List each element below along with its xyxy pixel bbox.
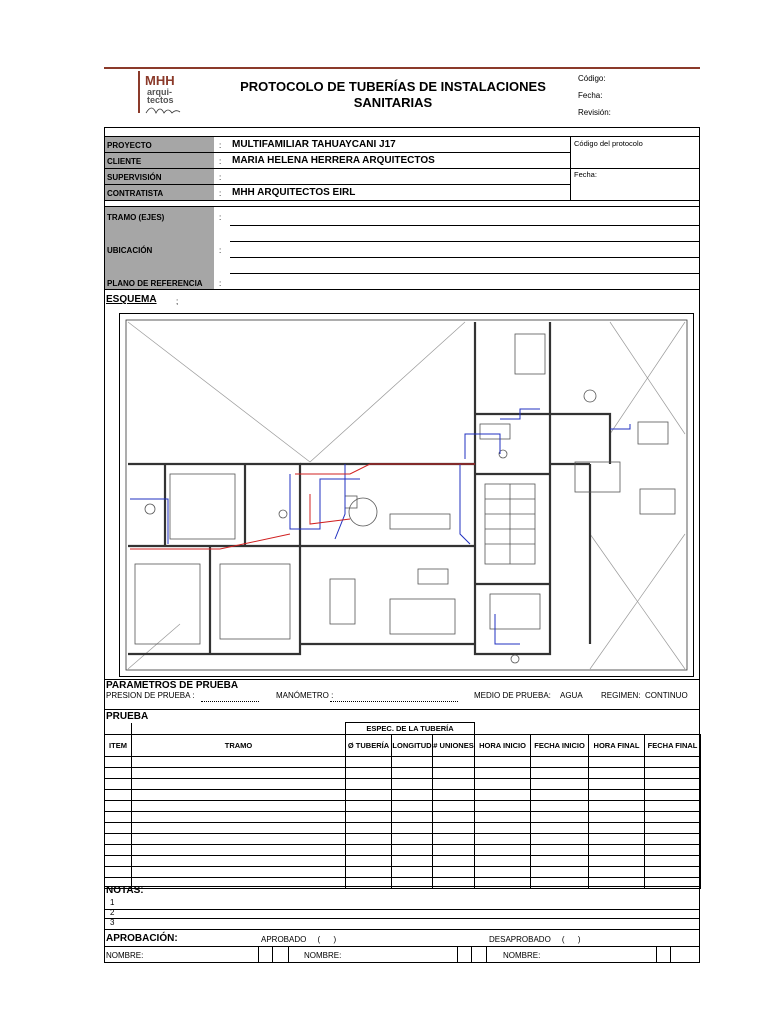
parametros-bottom: [104, 709, 700, 710]
cell-fecha-final[interactable]: [645, 779, 701, 790]
col-hora-final: HORA FINAL: [589, 735, 645, 757]
cell-fecha-final[interactable]: [645, 812, 701, 823]
frame-top: [104, 127, 700, 128]
cell-fecha-inicio[interactable]: [531, 779, 589, 790]
table-row: [105, 757, 701, 768]
medio-label: MEDIO DE PRUEBA:: [474, 691, 551, 700]
cell-hora-inicio[interactable]: [475, 779, 531, 790]
col-diametro: Ø TUBERÍA: [346, 735, 392, 757]
cell-longitud[interactable]: [392, 823, 433, 834]
cell-tramo[interactable]: [132, 845, 346, 856]
cell-hora-inicio[interactable]: [475, 834, 531, 845]
cliente-label: CLIENTE: [107, 157, 142, 166]
sig-divider-3a: [471, 946, 472, 962]
sig-divider-1b: [272, 946, 273, 962]
contratista-value: MHH ARQUITECTOS EIRL: [232, 187, 356, 198]
cell-fecha-inicio[interactable]: [531, 856, 589, 867]
cell-fecha-inicio[interactable]: [531, 790, 589, 801]
table-row: [105, 845, 701, 856]
header-top-rule: [104, 67, 700, 69]
nota-1: 1: [110, 898, 115, 907]
cell-item[interactable]: [105, 812, 132, 823]
cell-tramo[interactable]: [132, 779, 346, 790]
colon-supervision: :: [219, 173, 222, 182]
nota-line-1: [104, 909, 700, 910]
cell-fecha-final[interactable]: [645, 757, 701, 768]
aprobacion-title: APROBACIÓN:: [106, 933, 178, 944]
company-logo: [134, 71, 190, 117]
ubicacion-line-1: [230, 257, 699, 258]
cell-hora-final[interactable]: [589, 834, 645, 845]
colon-proyecto: :: [219, 141, 222, 150]
proyecto-value: MULTIFAMILIAR TAHUAYCANI J17: [232, 139, 396, 150]
cell-fecha-inicio[interactable]: [531, 801, 589, 812]
cell-diametro[interactable]: [346, 834, 392, 845]
nota-3: 3: [110, 918, 115, 927]
table-row: [105, 812, 701, 823]
nota-line-3: [104, 929, 700, 930]
cell-uniones[interactable]: [433, 790, 475, 801]
cell-tramo[interactable]: [132, 790, 346, 801]
cell-longitud[interactable]: [392, 790, 433, 801]
contratista-label: CONTRATISTA: [107, 189, 164, 198]
svg-text:tectos: tectos: [147, 95, 174, 105]
logo-bar: [138, 71, 140, 113]
cell-tramo[interactable]: [132, 823, 346, 834]
sig-divider-4b: [670, 946, 671, 962]
table-row: [105, 801, 701, 812]
notas-top: [104, 886, 700, 887]
cell-fecha-inicio[interactable]: [531, 757, 589, 768]
col-fecha-final: FECHA FINAL: [645, 735, 701, 757]
table-row: [105, 867, 701, 878]
revision-label: Revisión:: [578, 108, 611, 117]
cell-hora-final[interactable]: [589, 823, 645, 834]
spec-header: ESPEC. DE LA TUBERÍA: [346, 723, 475, 735]
cell-longitud[interactable]: [392, 801, 433, 812]
cell-hora-final[interactable]: [589, 867, 645, 878]
cell-diametro[interactable]: [346, 867, 392, 878]
cell-hora-inicio[interactable]: [475, 845, 531, 856]
aprobado-option[interactable]: APROBADO ( ): [261, 935, 337, 944]
ubicacion-line-2: [230, 273, 699, 274]
cell-hora-inicio[interactable]: [475, 867, 531, 878]
colon-plano: :: [219, 279, 222, 288]
cell-item[interactable]: [105, 823, 132, 834]
cell-uniones[interactable]: [433, 823, 475, 834]
cell-hora-inicio[interactable]: [475, 790, 531, 801]
colon-tramo: :: [219, 213, 222, 222]
cell-item[interactable]: [105, 845, 132, 856]
plano-label: PLANO DE REFERENCIA: [107, 279, 203, 288]
cell-item[interactable]: [105, 801, 132, 812]
cell-diametro[interactable]: [346, 779, 392, 790]
blank-top: [132, 723, 346, 735]
table-row: [105, 856, 701, 867]
blank-top-right: [475, 723, 701, 735]
cell-fecha-inicio[interactable]: [531, 823, 589, 834]
table-row: [105, 768, 701, 779]
desaprobado-option[interactable]: DESAPROBADO ( ): [489, 935, 581, 944]
floor-plan-svg: [120, 314, 693, 676]
tramo-line-2: [230, 241, 699, 242]
cell-uniones[interactable]: [433, 867, 475, 878]
cell-diametro[interactable]: [346, 757, 392, 768]
cell-hora-final[interactable]: [589, 812, 645, 823]
nombre-3-label: NOMBRE:: [503, 951, 541, 960]
cell-tramo[interactable]: [132, 801, 346, 812]
info-divider: [570, 136, 571, 200]
cell-diametro[interactable]: [346, 845, 392, 856]
tramo-line-1: [230, 225, 699, 226]
cell-hora-inicio[interactable]: [475, 801, 531, 812]
table-row: [105, 790, 701, 801]
cell-item[interactable]: [105, 867, 132, 878]
colon-cliente: :: [219, 157, 222, 166]
regimen-value: CONTINUO: [645, 691, 688, 700]
cell-fecha-final[interactable]: [645, 801, 701, 812]
cell-longitud[interactable]: [392, 856, 433, 867]
info-line-1: [104, 152, 570, 153]
floor-plan-drawing: [119, 313, 694, 677]
cell-uniones[interactable]: [433, 779, 475, 790]
cell-longitud[interactable]: [392, 768, 433, 779]
cell-diametro[interactable]: [346, 768, 392, 779]
cell-fecha-final[interactable]: [645, 768, 701, 779]
parametros-title: PARAMETROS DE PRUEBA: [106, 680, 239, 691]
cell-hora-final[interactable]: [589, 845, 645, 856]
cell-item[interactable]: [105, 790, 132, 801]
cell-hora-final[interactable]: [589, 801, 645, 812]
cell-tramo[interactable]: [132, 856, 346, 867]
title-line-2: SANITARIAS: [353, 95, 433, 110]
notas-title: NOTAS:: [106, 885, 144, 896]
cell-tramo[interactable]: [132, 834, 346, 845]
cell-fecha-final[interactable]: [645, 867, 701, 878]
cell-item[interactable]: [105, 856, 132, 867]
table-row: [105, 834, 701, 845]
cell-diametro[interactable]: [346, 801, 392, 812]
cell-fecha-final[interactable]: [645, 823, 701, 834]
cell-longitud[interactable]: [392, 757, 433, 768]
col-item: ITEM: [105, 735, 132, 757]
tramo-label: TRAMO (EJES): [107, 213, 165, 222]
cell-item[interactable]: [105, 779, 132, 790]
esquema-colon: ;: [176, 297, 179, 306]
cell-tramo[interactable]: [132, 867, 346, 878]
info-line-4: [104, 200, 700, 201]
cell-diametro[interactable]: [346, 790, 392, 801]
cell-hora-final[interactable]: [589, 790, 645, 801]
cell-hora-final[interactable]: [589, 757, 645, 768]
prueba-title: PRUEBA: [106, 711, 149, 722]
col-fecha-inicio: FECHA INICIO: [531, 735, 589, 757]
manometro-label: MANÓMETRO :: [276, 691, 334, 700]
logo-mark: [142, 73, 190, 117]
title-line-1: PROTOCOLO DE TUBERÍAS DE INSTALACIONES: [240, 79, 546, 94]
cell-uniones[interactable]: [433, 768, 475, 779]
cell-fecha-final[interactable]: [645, 845, 701, 856]
cell-fecha-inicio[interactable]: [531, 867, 589, 878]
cell-longitud[interactable]: [392, 834, 433, 845]
info-fecha-label: Fecha:: [574, 170, 597, 179]
cell-diametro[interactable]: [346, 823, 392, 834]
presion-label: PRESION DE PRUEBA :: [106, 691, 195, 700]
cell-fecha-inicio[interactable]: [531, 812, 589, 823]
col-longitud: LONGITUD: [392, 735, 433, 757]
cell-uniones[interactable]: [433, 845, 475, 856]
document-title: [200, 79, 586, 111]
colon-ubicacion: :: [219, 246, 222, 255]
colon-contratista: :: [219, 189, 222, 198]
cell-item[interactable]: [105, 768, 132, 779]
info-line-2: [104, 168, 700, 169]
cell-hora-inicio[interactable]: [475, 757, 531, 768]
codigo-label: Código:: [578, 74, 606, 83]
cell-uniones[interactable]: [433, 801, 475, 812]
aprobacion-line: [104, 946, 700, 947]
cell-hora-final[interactable]: [589, 779, 645, 790]
col-hora-inicio: HORA INICIO: [475, 735, 531, 757]
sig-divider-2b: [457, 946, 458, 962]
cell-uniones[interactable]: [433, 856, 475, 867]
sig-divider-4a: [656, 946, 657, 962]
plano-line: [104, 289, 700, 290]
cell-item[interactable]: [105, 834, 132, 845]
cell-uniones[interactable]: [433, 757, 475, 768]
cell-hora-final[interactable]: [589, 856, 645, 867]
cell-longitud[interactable]: [392, 867, 433, 878]
cell-fecha-inicio[interactable]: [531, 768, 589, 779]
cliente-value: MARIA HELENA HERRERA ARQUITECTOS: [232, 155, 435, 166]
frame-bottom: [104, 962, 700, 963]
col-tramo: TRAMO: [132, 735, 346, 757]
table-row: [105, 823, 701, 834]
prueba-rows: [105, 757, 701, 889]
cell-tramo[interactable]: [132, 757, 346, 768]
prueba-table: [104, 722, 701, 889]
cell-longitud[interactable]: [392, 779, 433, 790]
cell-fecha-inicio[interactable]: [531, 845, 589, 856]
svg-text:arqui-: arqui-: [147, 87, 173, 97]
fecha-label: Fecha:: [578, 91, 603, 100]
cell-uniones[interactable]: [433, 812, 475, 823]
nota-2: 2: [110, 908, 115, 917]
ubicacion-label: UBICACIÓN: [107, 246, 153, 255]
blank-corner: [105, 723, 132, 735]
sig-divider-3b: [486, 946, 487, 962]
cell-hora-inicio[interactable]: [475, 812, 531, 823]
cell-fecha-final[interactable]: [645, 856, 701, 867]
table-row: [105, 779, 701, 790]
presion-field[interactable]: [201, 701, 259, 702]
cell-fecha-final[interactable]: [645, 790, 701, 801]
cell-hora-inicio[interactable]: [475, 768, 531, 779]
nota-line-2: [104, 918, 700, 919]
cell-tramo[interactable]: [132, 812, 346, 823]
codigo-protocolo-label: Código del protocolo: [574, 139, 643, 148]
cell-fecha-final[interactable]: [645, 834, 701, 845]
cell-hora-inicio[interactable]: [475, 823, 531, 834]
sig-divider-2a: [288, 946, 289, 962]
cell-hora-final[interactable]: [589, 768, 645, 779]
manometro-field[interactable]: [330, 701, 458, 702]
sig-divider-1a: [258, 946, 259, 962]
nombre-1-label: NOMBRE:: [106, 951, 144, 960]
svg-text:MHH: MHH: [145, 73, 175, 88]
nombre-2-label: NOMBRE:: [304, 951, 342, 960]
cell-hora-inicio[interactable]: [475, 856, 531, 867]
cell-fecha-inicio[interactable]: [531, 834, 589, 845]
cell-tramo[interactable]: [132, 768, 346, 779]
cell-longitud[interactable]: [392, 845, 433, 856]
cell-longitud[interactable]: [392, 812, 433, 823]
col-uniones: # UNIONES: [433, 735, 475, 757]
esquema-label: ESQUEMA: [106, 294, 157, 305]
supervision-label: SUPERVISIÓN: [107, 173, 162, 182]
cell-diametro[interactable]: [346, 856, 392, 867]
regimen-label: REGIMEN:: [601, 691, 641, 700]
cell-uniones[interactable]: [433, 834, 475, 845]
info-line-3: [104, 184, 570, 185]
medio-value: AGUA: [560, 691, 583, 700]
cell-diametro[interactable]: [346, 812, 392, 823]
proyecto-label: PROYECTO: [107, 141, 152, 150]
cell-item[interactable]: [105, 757, 132, 768]
